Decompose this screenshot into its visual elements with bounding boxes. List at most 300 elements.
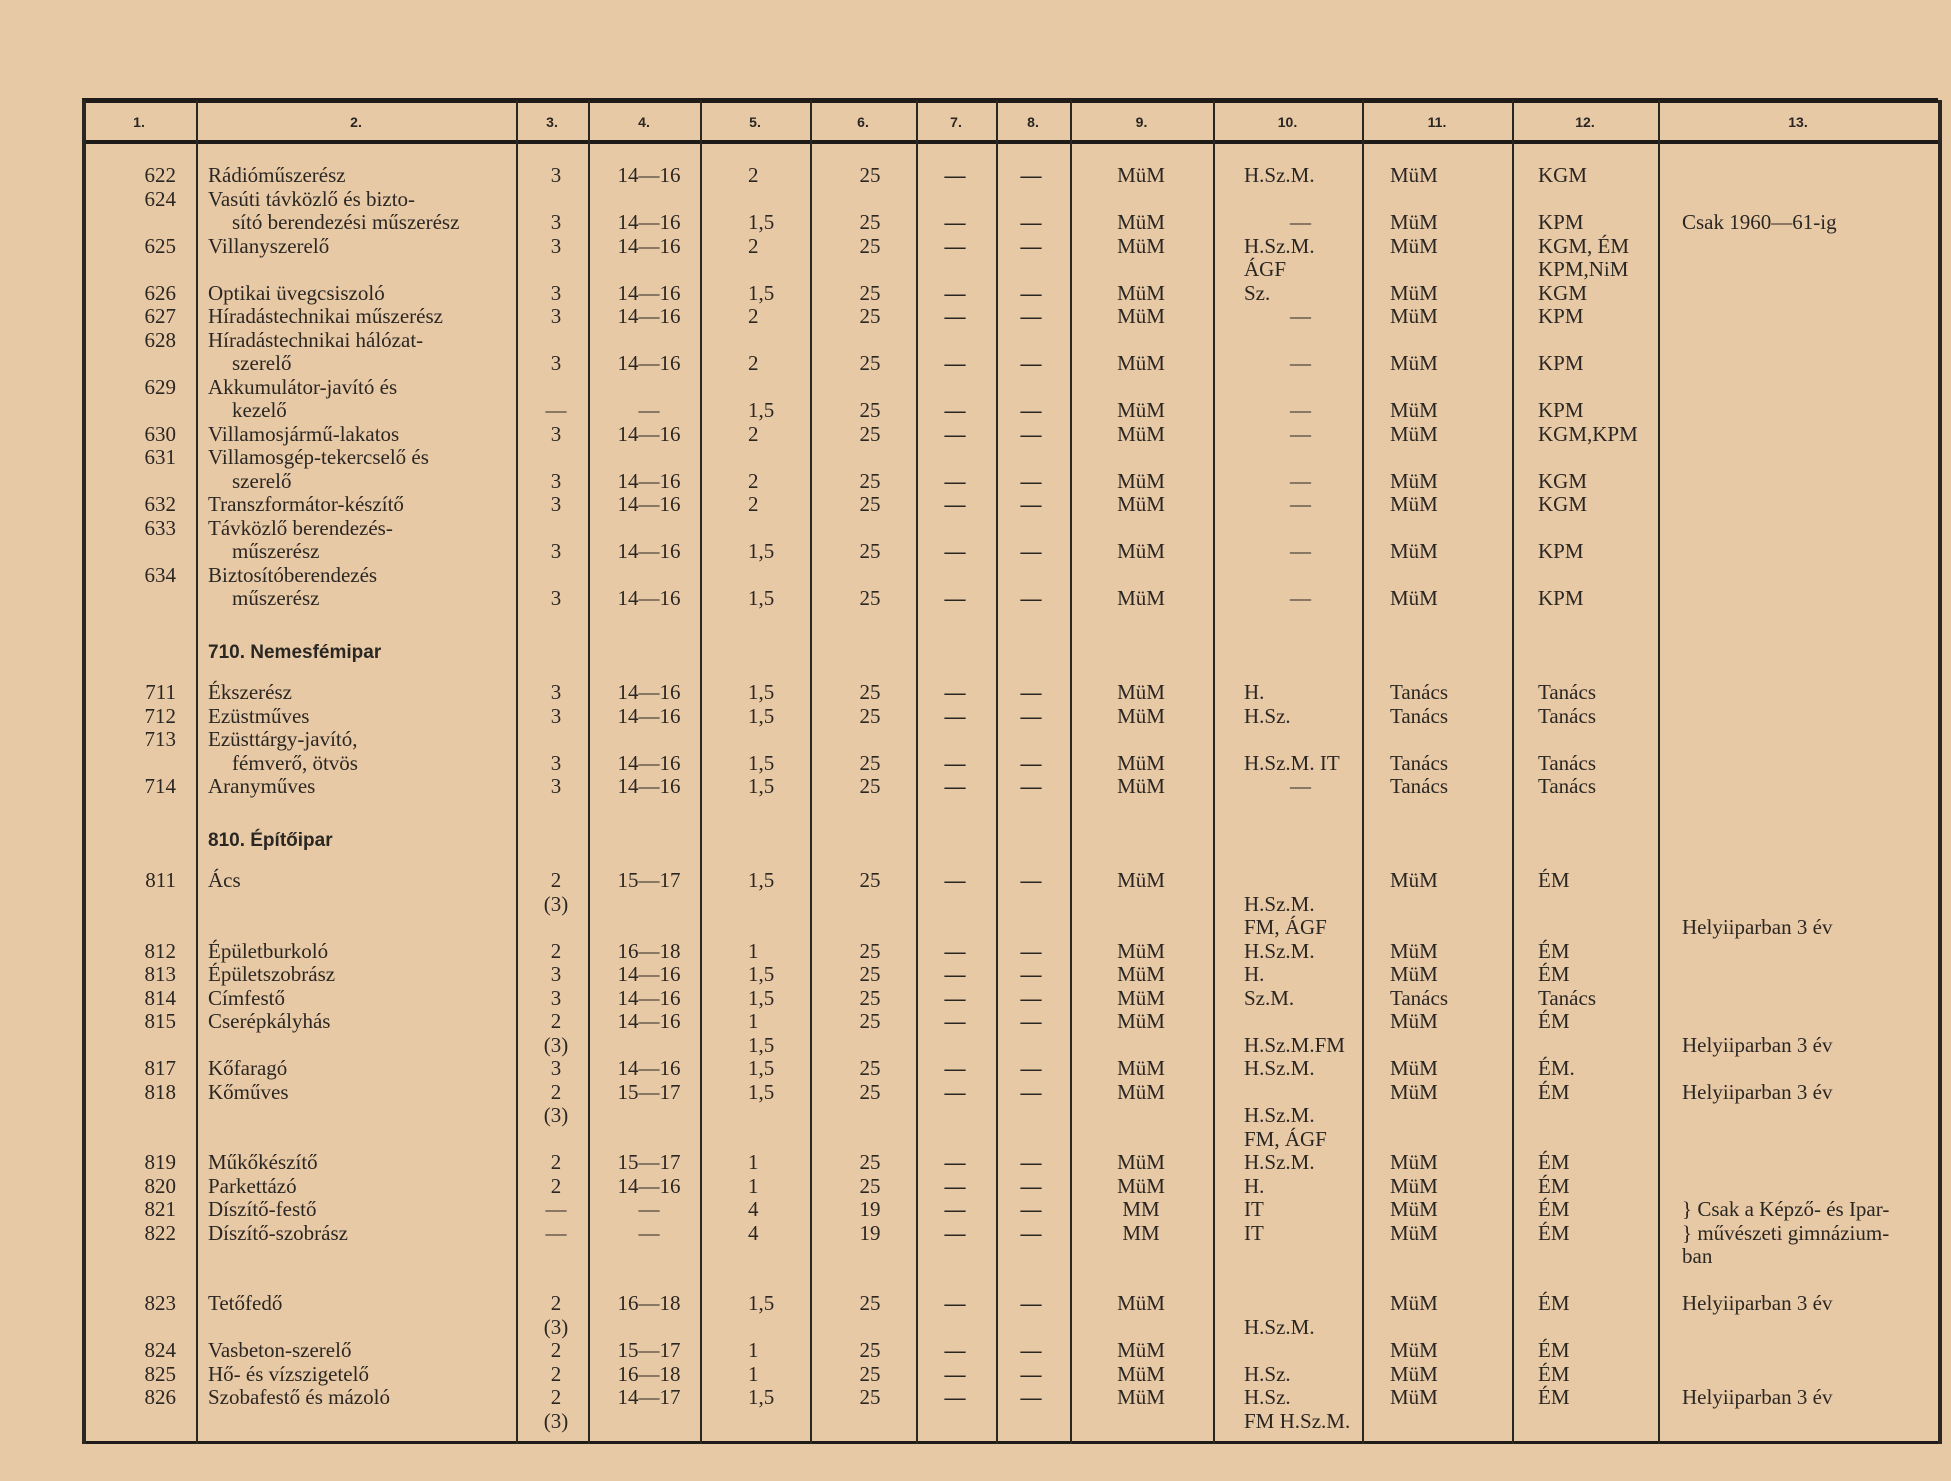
col11-value: MüM — [1390, 351, 1438, 375]
col11-value: MüM — [1390, 398, 1438, 422]
duration-value: 1,5 — [748, 1385, 775, 1409]
col12-value: ÉM — [1538, 962, 1570, 986]
col8-value: — — [1020, 1338, 1042, 1362]
col10-value: H.Sz.M. — [1244, 163, 1315, 187]
row-number: 625 — [144, 233, 176, 258]
col12-value: ÉM — [1538, 1385, 1570, 1409]
col10-value: — — [1290, 774, 1311, 798]
col10-value: FM, ÁGF — [1244, 1126, 1327, 1151]
col11-value: MüM — [1390, 1197, 1438, 1221]
column-rule — [1658, 100, 1660, 1444]
col10-value: Sz.M. — [1244, 985, 1295, 1010]
column-header: 10. — [1277, 114, 1298, 130]
age-range: 14—16 — [617, 492, 681, 516]
occupation-name: Épületburkoló — [208, 938, 329, 963]
col13-note: Helyiiparban 3 év — [1682, 1079, 1833, 1104]
col9-ministry: MüM — [1117, 868, 1165, 892]
col3-value: 2 — [550, 938, 562, 963]
col3-value-alt: (3) — [543, 1103, 569, 1127]
col12-value: ÉM — [1538, 1220, 1570, 1245]
age-range: 14—16 — [617, 233, 681, 258]
age-range: 15—17 — [617, 1338, 681, 1362]
age-range: 14—16 — [617, 210, 681, 234]
column-rule — [1362, 100, 1364, 1444]
column-header: 5. — [749, 114, 761, 130]
col9-ministry: MüM — [1117, 1009, 1165, 1033]
col9-ministry: MüM — [1117, 938, 1165, 963]
col6-value: 25 — [859, 868, 881, 892]
col9-ministry: MüM — [1117, 1361, 1165, 1386]
col12-value: KPM — [1538, 304, 1584, 328]
col10-value: — — [1290, 421, 1311, 446]
col8-value: — — [1020, 586, 1042, 610]
col11-value: MüM — [1390, 1173, 1438, 1198]
col7-value: — — [944, 703, 966, 728]
col6-value: 25 — [859, 586, 881, 610]
col12-value: ÉM — [1538, 938, 1570, 963]
col10-value: — — [1290, 398, 1311, 422]
col12-value: KPM,NiM — [1538, 257, 1629, 281]
col9-ministry: MüM — [1117, 280, 1165, 305]
col12-value: Tanács — [1538, 985, 1596, 1010]
col3-value: — — [545, 1197, 567, 1221]
col12-value: KGM — [1538, 280, 1588, 305]
col11-value: MüM — [1390, 1079, 1438, 1104]
col11-value: MüM — [1390, 233, 1438, 258]
row-number: 714 — [144, 774, 176, 798]
col9-ministry: MüM — [1117, 210, 1165, 234]
col6-value: 25 — [859, 1338, 881, 1362]
col6-value: 25 — [859, 1150, 881, 1174]
column-header: 3. — [546, 114, 558, 130]
age-range: 14—16 — [617, 680, 681, 704]
occupation-name: műszerész — [232, 586, 320, 610]
duration-value: 1,5 — [748, 774, 775, 798]
col12-value: Tanács — [1538, 774, 1596, 798]
col6-value: 25 — [859, 351, 881, 375]
row-number: 813 — [144, 962, 176, 986]
occupation-name: Biztosítóberendezés — [208, 562, 378, 587]
col9-ministry: MüM — [1117, 1338, 1165, 1362]
occupation-name: Ács — [208, 868, 241, 892]
row-number: 820 — [144, 1173, 176, 1198]
age-range: 14—16 — [617, 539, 681, 563]
column-header: 11. — [1427, 114, 1447, 130]
col3-value: 3 — [550, 774, 562, 798]
row-number: 826 — [144, 1385, 176, 1409]
col9-ministry: MüM — [1117, 421, 1165, 446]
col11-value: MüM — [1390, 1338, 1438, 1362]
row-number: 821 — [144, 1197, 176, 1221]
age-range: 14—16 — [617, 586, 681, 610]
row-number: 624 — [144, 186, 176, 211]
age-range: — — [638, 1197, 660, 1221]
duration-value: 2 — [748, 421, 759, 446]
col8-value: — — [1020, 774, 1042, 798]
col10-value: — — [1290, 468, 1311, 493]
row-number: 634 — [144, 562, 176, 587]
col7-value: — — [944, 492, 966, 516]
col11-value: MüM — [1390, 1361, 1438, 1386]
col11-value: MüM — [1390, 1056, 1438, 1080]
col10-value: IT — [1244, 1220, 1264, 1245]
col6-value: 25 — [859, 210, 881, 234]
age-range: 14—16 — [617, 985, 681, 1010]
column-header: 13. — [1788, 114, 1808, 130]
occupation-name: szerelő — [232, 351, 292, 375]
col11-value: MüM — [1390, 1220, 1438, 1245]
col7-value: — — [944, 938, 966, 963]
age-range: 16—18 — [617, 938, 681, 963]
col10-value: H.Sz.M. — [1244, 938, 1315, 963]
col11-value: Tanács — [1390, 703, 1448, 728]
col13-note: } Csak a Képző- és Ipar- — [1682, 1197, 1890, 1221]
duration-value: 2 — [748, 492, 759, 516]
col3-value-alt: (3) — [543, 1314, 569, 1339]
row-number: 711 — [145, 680, 176, 704]
duration-value: 1,5 — [748, 1079, 775, 1104]
col3-value: 2 — [550, 1385, 562, 1409]
col7-value: — — [944, 1197, 966, 1221]
col9-ministry: MüM — [1117, 750, 1165, 775]
row-number: 817 — [144, 1056, 176, 1080]
age-range: 16—18 — [617, 1291, 681, 1315]
section-heading: 710. Nemesfémipar — [208, 642, 382, 663]
col13-note: ban — [1682, 1244, 1713, 1268]
col9-ministry: MüM — [1117, 468, 1165, 493]
column-rule — [1938, 100, 1942, 1444]
duration-value: 1 — [748, 1009, 759, 1033]
occupation-name: Kőfaragó — [208, 1056, 288, 1080]
duration-value: 2 — [748, 163, 759, 187]
col10-value: — — [1290, 492, 1311, 516]
col8-value: — — [1020, 1385, 1042, 1409]
duration-value: 4 — [748, 1220, 759, 1245]
col7-value: — — [944, 1361, 966, 1386]
col13-note: Csak 1960—61-ig — [1682, 210, 1837, 234]
occupation-name: Villamosjármű-lakatos — [208, 421, 400, 446]
col3-value: 3 — [550, 233, 562, 258]
col12-value: KPM — [1538, 398, 1584, 422]
col7-value: — — [944, 304, 966, 328]
col3-value: 3 — [550, 492, 562, 516]
col12-value: ÉM — [1538, 1338, 1570, 1362]
duration-value: 1,5 — [748, 210, 775, 234]
col6-value: 25 — [859, 1385, 881, 1409]
row-number: 622 — [144, 163, 176, 187]
col9-ministry: MüM — [1117, 985, 1165, 1010]
col11-value: MüM — [1390, 421, 1438, 446]
col3-value: 3 — [550, 539, 562, 563]
col3-value-alt: (3) — [543, 1408, 569, 1433]
row-number: 631 — [144, 445, 176, 469]
duration-value: 4 — [748, 1197, 759, 1221]
col6-value: 25 — [859, 539, 881, 563]
col8-value: — — [1020, 962, 1042, 986]
col8-value: — — [1020, 539, 1042, 563]
occupation-name: Híradástechnikai műszerész — [208, 304, 443, 328]
col8-value: — — [1020, 985, 1042, 1010]
col9-ministry: MüM — [1117, 586, 1165, 610]
col12-value: ÉM — [1538, 1173, 1570, 1198]
col6-value: 25 — [859, 750, 881, 775]
col10-value: H.Sz.M. — [1244, 233, 1315, 258]
col6-value: 19 — [859, 1197, 881, 1221]
occupation-name: Díszítő-szobrász — [208, 1220, 348, 1245]
col7-value: — — [944, 233, 966, 258]
col11-value: Tanács — [1390, 774, 1448, 798]
occupation-name: Rádióműszerész — [208, 163, 346, 187]
col7-value: — — [944, 1173, 966, 1198]
col13-note: Helyiiparban 3 év — [1682, 1385, 1833, 1409]
col12-value: KPM — [1538, 210, 1584, 234]
col3-value-alt: (3) — [543, 1032, 569, 1057]
col6-value: 25 — [859, 163, 881, 187]
duration-value: 1 — [748, 1361, 759, 1386]
col10-value: — — [1290, 586, 1311, 610]
col10-value: H.Sz.M. — [1244, 1056, 1315, 1080]
col10-value: H.Sz. — [1244, 1385, 1291, 1409]
col8-value: — — [1020, 492, 1042, 516]
col6-value: 25 — [859, 1291, 881, 1315]
row-number: 626 — [144, 280, 176, 305]
col9-ministry: MüM — [1117, 680, 1165, 704]
age-range: 15—17 — [617, 868, 681, 892]
duration-value: 2 — [748, 233, 759, 258]
col8-value: — — [1020, 1220, 1042, 1245]
duration-value: 2 — [748, 468, 759, 493]
col8-value: — — [1020, 750, 1042, 775]
col7-value: — — [944, 1056, 966, 1080]
occupation-name: Címfestő — [208, 985, 285, 1010]
occupation-name: Díszítő-festő — [208, 1197, 317, 1221]
occupation-name: Akkumulátor-javító és — [208, 374, 398, 399]
col9-ministry: MM — [1122, 1197, 1160, 1221]
col3-value: 2 — [550, 1361, 562, 1386]
column-header: 7. — [950, 114, 962, 130]
col13-note: Helyiiparban 3 év — [1682, 915, 1833, 939]
col10-value: FM H.Sz.M. — [1244, 1408, 1351, 1433]
duration-value: 1,5 — [748, 962, 775, 986]
column-rule — [82, 100, 86, 1444]
col9-ministry: MüM — [1117, 398, 1165, 422]
occupation-name: Cserépkályhás — [208, 1009, 331, 1033]
col10-value: H.Sz.M. — [1244, 1314, 1315, 1339]
col6-value: 25 — [859, 985, 881, 1010]
row-number: 824 — [144, 1338, 176, 1362]
occupation-name: Épületszobrász — [208, 962, 336, 986]
col6-value: 25 — [859, 680, 881, 704]
duration-value: 2 — [748, 304, 759, 328]
duration-value: 1,5 — [748, 280, 775, 305]
col12-value: KPM — [1538, 539, 1584, 563]
duration-value: 1,5 — [748, 539, 775, 563]
col12-value: ÉM — [1538, 1291, 1570, 1315]
age-range: 14—16 — [617, 304, 681, 328]
col8-value: — — [1020, 1197, 1042, 1221]
col13-note: Helyiiparban 3 év — [1682, 1032, 1833, 1057]
col13-note: Helyiiparban 3 év — [1682, 1291, 1833, 1315]
col7-value: — — [944, 680, 966, 704]
col10-value: — — [1290, 304, 1311, 328]
age-range: 14—16 — [617, 962, 681, 986]
occupation-name: Ezüstműves — [208, 703, 310, 728]
occupation-name: Villamosgép-tekercselő és — [208, 445, 429, 469]
row-number: 713 — [144, 727, 176, 751]
col3-value-alt: (3) — [543, 891, 569, 916]
occupation-name: Optikai üvegcsiszoló — [208, 280, 385, 305]
column-rule — [196, 100, 198, 1444]
col3-value: 2 — [550, 1338, 562, 1362]
col7-value: — — [944, 398, 966, 422]
occupation-name: Hő- és vízszigetelő — [208, 1361, 369, 1386]
col6-value: 19 — [859, 1220, 881, 1245]
section-heading: 810. Építőipar — [208, 830, 333, 851]
column-rule — [810, 100, 812, 1444]
col3-value: 3 — [550, 750, 562, 775]
age-range: 14—16 — [617, 774, 681, 798]
col6-value: 25 — [859, 1079, 881, 1104]
col7-value: — — [944, 351, 966, 375]
occupation-name: Villanyszerelő — [208, 233, 330, 258]
col12-value: Tanács — [1538, 680, 1596, 704]
age-range: — — [638, 1220, 660, 1245]
duration-value: 1,5 — [748, 1056, 775, 1080]
col9-ministry: MüM — [1117, 304, 1165, 328]
col7-value: — — [944, 1150, 966, 1174]
duration-value: 1,5 — [748, 680, 775, 704]
col7-value: — — [944, 280, 966, 305]
col10-value: H. — [1244, 962, 1265, 986]
col3-value: 3 — [550, 703, 562, 728]
col7-value: — — [944, 468, 966, 493]
duration-value: 1,5 — [748, 985, 775, 1010]
age-range: 14—16 — [617, 351, 681, 375]
duration-value: 1 — [748, 1338, 759, 1362]
col9-ministry: MüM — [1117, 492, 1165, 516]
occupation-name: Ékszerész — [208, 680, 292, 704]
col12-value: KGM — [1538, 492, 1588, 516]
col3-value: 2 — [550, 1291, 562, 1315]
row-number: 633 — [144, 515, 176, 540]
col11-value: Tanács — [1390, 985, 1448, 1010]
duration-value: 1,5 — [748, 398, 775, 422]
occupation-name: Transzformátor-készítő — [208, 492, 404, 516]
occupation-name: szerelő — [232, 468, 292, 493]
col10-value: — — [1290, 351, 1311, 375]
occupation-name: Műkőkészítő — [208, 1150, 318, 1174]
age-range: 14—16 — [617, 163, 681, 187]
col6-value: 25 — [859, 233, 881, 258]
row-number: 627 — [144, 304, 176, 328]
col11-value: Tanács — [1390, 750, 1448, 775]
col8-value: — — [1020, 1009, 1042, 1033]
duration-value: 1,5 — [748, 868, 775, 892]
col3-value: 2 — [550, 1079, 562, 1104]
col7-value: — — [944, 985, 966, 1010]
col8-value: — — [1020, 163, 1042, 187]
col11-value: MüM — [1390, 938, 1438, 963]
occupation-name: Tetőfedő — [208, 1291, 283, 1315]
col3-value: 3 — [550, 680, 562, 704]
col3-value: 3 — [550, 468, 562, 493]
col11-value: Tanács — [1390, 680, 1448, 704]
duration-value: 1 — [748, 1173, 759, 1198]
age-range: 15—17 — [617, 1079, 681, 1104]
column-header: 9. — [1135, 114, 1148, 130]
col11-value: MüM — [1390, 1009, 1438, 1033]
col7-value: — — [944, 1291, 966, 1315]
col8-value: — — [1020, 280, 1042, 305]
duration-value: 2 — [748, 351, 759, 375]
col12-value: ÉM — [1538, 1079, 1570, 1104]
col8-value: — — [1020, 868, 1042, 892]
age-range: 14—17 — [617, 1385, 681, 1409]
col9-ministry: MüM — [1117, 1173, 1165, 1198]
duration-value: 1,5 — [748, 703, 775, 728]
col10-value: H.Sz.M. — [1244, 1103, 1315, 1127]
col10-value: H.Sz.M. — [1244, 1150, 1315, 1174]
col7-value: — — [944, 1338, 966, 1362]
col11-value: MüM — [1390, 586, 1438, 610]
col11-value: MüM — [1390, 1150, 1438, 1174]
column-rule — [516, 100, 518, 1444]
occupation-name: fémverő, ötvös — [232, 750, 358, 775]
occupation-name: kezelő — [232, 398, 287, 422]
col11-value: MüM — [1390, 210, 1438, 234]
col8-value: — — [1020, 421, 1042, 446]
col7-value: — — [944, 1009, 966, 1033]
col6-value: 25 — [859, 1056, 881, 1080]
row-number: 632 — [144, 492, 176, 516]
col7-value: — — [944, 1385, 966, 1409]
column-header: 4. — [638, 114, 650, 130]
age-range: 14—16 — [617, 703, 681, 728]
col12-value: KGM — [1538, 468, 1588, 493]
col6-value: 25 — [859, 492, 881, 516]
col3-value: 3 — [550, 1056, 562, 1080]
col3-value: 3 — [550, 163, 562, 187]
col6-value: 25 — [859, 304, 881, 328]
col8-value: — — [1020, 1150, 1042, 1174]
col9-ministry: MüM — [1117, 1291, 1165, 1315]
age-range: 14—16 — [617, 1056, 681, 1080]
col9-ministry: MüM — [1117, 774, 1165, 798]
age-range: 14—16 — [617, 468, 681, 493]
occupation-name: Vasbeton-szerelő — [208, 1338, 352, 1362]
col6-value: 25 — [859, 1361, 881, 1386]
col11-value: MüM — [1390, 1291, 1438, 1315]
col12-value: KGM, ÉM — [1538, 233, 1630, 258]
occupation-name: műszerész — [232, 539, 320, 563]
col6-value: 25 — [859, 468, 881, 493]
col3-value: 2 — [550, 1150, 562, 1174]
col6-value: 25 — [859, 703, 881, 728]
age-range: 14—16 — [617, 1173, 681, 1198]
col7-value: — — [944, 868, 966, 892]
col8-value: — — [1020, 1291, 1042, 1315]
col11-value: MüM — [1390, 163, 1438, 187]
col3-value: 3 — [550, 280, 562, 305]
col10-value: H. — [1244, 680, 1265, 704]
col6-value: 25 — [859, 774, 881, 798]
col13-note: } művészeti gimnázium- — [1682, 1220, 1890, 1245]
column-rule — [916, 100, 918, 1444]
duration-value: 1 — [748, 938, 759, 963]
row-number: 630 — [144, 421, 176, 446]
row-number: 814 — [144, 985, 176, 1010]
col10-value: H. — [1244, 1173, 1265, 1198]
